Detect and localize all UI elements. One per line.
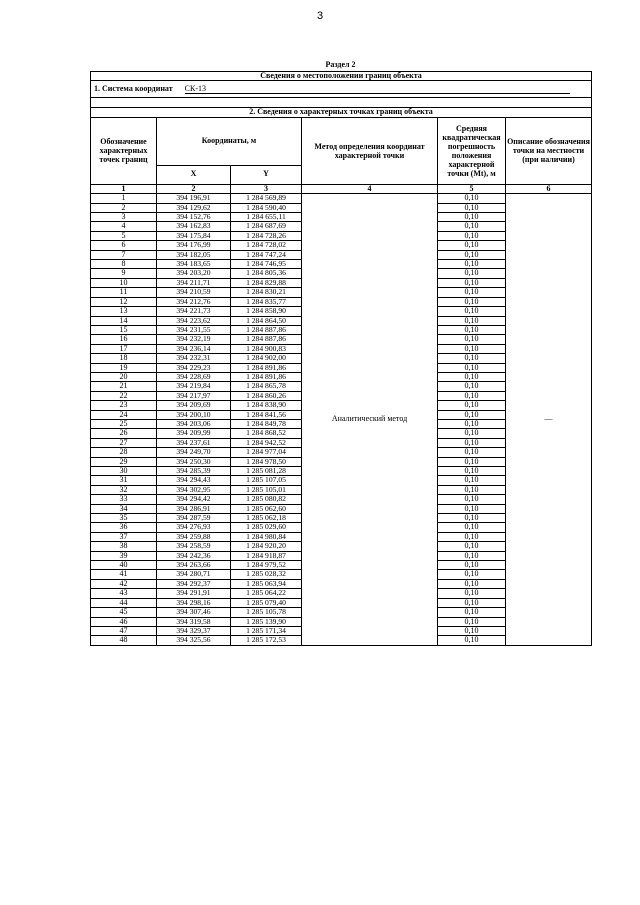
coord-y: 1 284 860,26 <box>231 391 302 400</box>
header-x: X <box>157 165 231 184</box>
point-number: 25 <box>91 419 157 428</box>
point-number: 36 <box>91 523 157 532</box>
coord-x: 394 298,16 <box>157 598 231 607</box>
column-number: 1 <box>91 184 157 193</box>
point-number: 31 <box>91 476 157 485</box>
coord-system-row <box>91 81 592 98</box>
mt-value: 0,10 <box>438 467 506 476</box>
point-number: 15 <box>91 325 157 334</box>
coord-y: 1 284 838,90 <box>231 401 302 410</box>
point-number: 7 <box>91 250 157 259</box>
point-number: 47 <box>91 626 157 635</box>
mt-value: 0,10 <box>438 551 506 560</box>
coord-x: 394 211,71 <box>157 278 231 287</box>
coord-x: 394 302,95 <box>157 485 231 494</box>
coord-x: 394 292,37 <box>157 579 231 588</box>
coord-x: 394 210,59 <box>157 288 231 297</box>
coord-y: 1 285 105,01 <box>231 485 302 494</box>
point-number: 19 <box>91 363 157 372</box>
coord-y: 1 284 864,50 <box>231 316 302 325</box>
point-number: 11 <box>91 288 157 297</box>
mt-value: 0,10 <box>438 636 506 645</box>
column-number: 5 <box>438 184 506 193</box>
coord-y: 1 284 891,86 <box>231 363 302 372</box>
coord-x: 394 236,14 <box>157 344 231 353</box>
coord-y: 1 284 805,36 <box>231 269 302 278</box>
point-number: 40 <box>91 561 157 570</box>
column-number: 6 <box>506 184 592 193</box>
point-number: 4 <box>91 222 157 231</box>
point-number: 41 <box>91 570 157 579</box>
mt-value: 0,10 <box>438 269 506 278</box>
coord-x: 394 250,30 <box>157 457 231 466</box>
mt-value: 0,10 <box>438 570 506 579</box>
coord-x: 394 221,73 <box>157 307 231 316</box>
coord-x: 394 182,05 <box>157 250 231 259</box>
points-title: 2. Сведения о характерных точках границ объекта <box>91 108 592 117</box>
point-number: 17 <box>91 344 157 353</box>
mt-value: 0,10 <box>438 410 506 419</box>
coord-y: 1 285 172,53 <box>231 636 302 645</box>
mt-value: 0,10 <box>438 344 506 353</box>
mt-value: 0,10 <box>438 297 506 306</box>
coord-x: 394 162,83 <box>157 222 231 231</box>
point-number: 27 <box>91 438 157 447</box>
point-number: 2 <box>91 203 157 212</box>
mt-value: 0,10 <box>438 213 506 222</box>
coord-y: 1 284 868,52 <box>231 429 302 438</box>
mt-value: 0,10 <box>438 608 506 617</box>
coord-y: 1 285 062,18 <box>231 514 302 523</box>
point-number: 34 <box>91 504 157 513</box>
coord-x: 394 219,84 <box>157 382 231 391</box>
coord-y: 1 284 655,11 <box>231 213 302 222</box>
mt-value: 0,10 <box>438 372 506 381</box>
coord-x: 394 325,56 <box>157 636 231 645</box>
point-number: 42 <box>91 579 157 588</box>
point-number: 39 <box>91 551 157 560</box>
point-number: 29 <box>91 457 157 466</box>
point-number: 3 <box>91 213 157 222</box>
mt-value: 0,10 <box>438 561 506 570</box>
coord-y: 1 285 028,32 <box>231 570 302 579</box>
coord-y: 1 284 858,90 <box>231 307 302 316</box>
coord-y: 1 284 865,78 <box>231 382 302 391</box>
coord-x: 394 209,99 <box>157 429 231 438</box>
coord-y: 1 285 105,78 <box>231 608 302 617</box>
coord-x: 394 237,61 <box>157 438 231 447</box>
mt-value: 0,10 <box>438 542 506 551</box>
mt-value: 0,10 <box>438 241 506 250</box>
mt-value: 0,10 <box>438 429 506 438</box>
coord-y: 1 284 902,00 <box>231 354 302 363</box>
coord-y: 1 284 728,02 <box>231 241 302 250</box>
coord-x: 394 294,42 <box>157 495 231 504</box>
coord-y: 1 284 942,52 <box>231 438 302 447</box>
coord-y: 1 284 849,78 <box>231 419 302 428</box>
coord-y: 1 284 835,77 <box>231 297 302 306</box>
method-cell: Аналитический метод <box>302 194 438 646</box>
mt-value: 0,10 <box>438 419 506 428</box>
spacer-row <box>91 98 592 108</box>
mt-value: 0,10 <box>438 354 506 363</box>
description-cell: — <box>506 194 592 646</box>
mt-value: 0,10 <box>438 495 506 504</box>
point-number: 37 <box>91 532 157 541</box>
point-number: 10 <box>91 278 157 287</box>
mt-value: 0,10 <box>438 457 506 466</box>
point-number: 48 <box>91 636 157 645</box>
coord-y: 1 284 887,86 <box>231 325 302 334</box>
coord-y: 1 285 080,82 <box>231 495 302 504</box>
coord-y: 1 285 063,94 <box>231 579 302 588</box>
coord-y: 1 284 569,89 <box>231 194 302 203</box>
coord-y: 1 284 887,86 <box>231 335 302 344</box>
coord-x: 394 294,43 <box>157 476 231 485</box>
coord-y: 1 284 918,87 <box>231 551 302 560</box>
mt-value: 0,10 <box>438 476 506 485</box>
mt-value: 0,10 <box>438 231 506 240</box>
mt-value: 0,10 <box>438 448 506 457</box>
coord-x: 394 286,91 <box>157 504 231 513</box>
coord-y: 1 284 590,40 <box>231 203 302 212</box>
coord-x: 394 203,20 <box>157 269 231 278</box>
coord-x: 394 291,91 <box>157 589 231 598</box>
coord-y: 1 284 841,56 <box>231 410 302 419</box>
mt-value: 0,10 <box>438 250 506 259</box>
coord-y: 1 285 062,60 <box>231 504 302 513</box>
coord-y: 1 284 979,52 <box>231 561 302 570</box>
mt-value: 0,10 <box>438 335 506 344</box>
mt-value: 0,10 <box>438 278 506 287</box>
coord-x: 394 175,84 <box>157 231 231 240</box>
coord-x: 394 258,59 <box>157 542 231 551</box>
point-number: 44 <box>91 598 157 607</box>
point-number: 23 <box>91 401 157 410</box>
mt-value: 0,10 <box>438 203 506 212</box>
mt-value: 0,10 <box>438 514 506 523</box>
coord-x: 394 276,93 <box>157 523 231 532</box>
coord-y: 1 284 747,24 <box>231 250 302 259</box>
point-number: 45 <box>91 608 157 617</box>
column-number: 3 <box>231 184 302 193</box>
coord-x: 394 329,37 <box>157 626 231 635</box>
coord-x: 394 232,31 <box>157 354 231 363</box>
coord-system-label: 1. Система координат <box>94 83 173 93</box>
mt-value: 0,10 <box>438 485 506 494</box>
coord-x: 394 217,97 <box>157 391 231 400</box>
point-number: 18 <box>91 354 157 363</box>
coord-x: 394 285,39 <box>157 467 231 476</box>
coord-x: 394 152,76 <box>157 213 231 222</box>
mt-value: 0,10 <box>438 598 506 607</box>
coord-x: 394 196,91 <box>157 194 231 203</box>
coord-y: 1 284 728,26 <box>231 231 302 240</box>
coord-y: 1 285 081,28 <box>231 467 302 476</box>
mt-value: 0,10 <box>438 194 506 203</box>
location-title: Сведения о местоположении границ объекта <box>91 72 592 81</box>
coord-y: 1 284 920,20 <box>231 542 302 551</box>
point-number: 8 <box>91 260 157 269</box>
coord-x: 394 249,70 <box>157 448 231 457</box>
coord-y: 1 284 900,83 <box>231 344 302 353</box>
mt-value: 0,10 <box>438 391 506 400</box>
coord-y: 1 284 891,86 <box>231 372 302 381</box>
section-title: Раздел 2 <box>325 60 356 69</box>
mt-value: 0,10 <box>438 523 506 532</box>
mt-value: 0,10 <box>438 617 506 626</box>
column-number: 4 <box>302 184 438 193</box>
mt-value: 0,10 <box>438 382 506 391</box>
point-number: 22 <box>91 391 157 400</box>
mt-value: 0,10 <box>438 325 506 334</box>
mt-value: 0,10 <box>438 438 506 447</box>
coord-x: 394 242,36 <box>157 551 231 560</box>
point-number: 28 <box>91 448 157 457</box>
coord-y: 1 284 978,50 <box>231 457 302 466</box>
coord-x: 394 280,71 <box>157 570 231 579</box>
coord-x: 394 212,76 <box>157 297 231 306</box>
point-number: 14 <box>91 316 157 325</box>
coord-x: 394 319,58 <box>157 617 231 626</box>
coord-x: 394 183,65 <box>157 260 231 269</box>
coord-y: 1 285 139,90 <box>231 617 302 626</box>
coord-y: 1 284 687,69 <box>231 222 302 231</box>
point-number: 9 <box>91 269 157 278</box>
header-description: Описание обозначения точки на местности (при наличии) <box>506 117 592 184</box>
point-number: 13 <box>91 307 157 316</box>
coord-y: 1 284 830,21 <box>231 288 302 297</box>
mt-value: 0,10 <box>438 532 506 541</box>
point-number: 38 <box>91 542 157 551</box>
mt-value: 0,10 <box>438 589 506 598</box>
mt-value: 0,10 <box>438 626 506 635</box>
point-number: 33 <box>91 495 157 504</box>
mt-value: 0,10 <box>438 288 506 297</box>
header-coordinates: Координаты, м <box>157 117 302 165</box>
mt-value: 0,10 <box>438 401 506 410</box>
mt-value: 0,10 <box>438 504 506 513</box>
coord-y: 1 285 107,05 <box>231 476 302 485</box>
point-number: 21 <box>91 382 157 391</box>
coord-y: 1 284 980,84 <box>231 532 302 541</box>
mt-value: 0,10 <box>438 363 506 372</box>
point-number: 35 <box>91 514 157 523</box>
coord-y: 1 285 171,34 <box>231 626 302 635</box>
point-number: 5 <box>91 231 157 240</box>
mt-value: 0,10 <box>438 260 506 269</box>
coord-x: 394 200,10 <box>157 410 231 419</box>
coord-x: 394 287,59 <box>157 514 231 523</box>
coord-x: 394 203,06 <box>157 419 231 428</box>
table-row <box>91 194 592 203</box>
point-number: 32 <box>91 485 157 494</box>
coord-x: 394 223,62 <box>157 316 231 325</box>
header-designation: Обозначение характерных точек границ <box>91 117 157 184</box>
mt-value: 0,10 <box>438 307 506 316</box>
header-method: Метод определения координат характерной точки <box>302 117 438 184</box>
coord-y: 1 285 064,22 <box>231 589 302 598</box>
coord-x: 394 231,55 <box>157 325 231 334</box>
point-number: 6 <box>91 241 157 250</box>
header-y: Y <box>231 165 302 184</box>
point-number: 43 <box>91 589 157 598</box>
point-number: 1 <box>91 194 157 203</box>
coord-x: 394 232,19 <box>157 335 231 344</box>
point-number: 46 <box>91 617 157 626</box>
coord-y: 1 284 746,95 <box>231 260 302 269</box>
coord-x: 394 307,46 <box>157 608 231 617</box>
point-number: 30 <box>91 467 157 476</box>
mt-value: 0,10 <box>438 579 506 588</box>
coord-x: 394 176,99 <box>157 241 231 250</box>
coord-x: 394 229,23 <box>157 363 231 372</box>
coord-x: 394 129,62 <box>157 203 231 212</box>
coord-y: 1 284 977,04 <box>231 448 302 457</box>
coord-y: 1 284 829,88 <box>231 278 302 287</box>
point-number: 20 <box>91 372 157 381</box>
boundary-points-table <box>90 71 592 646</box>
column-number: 2 <box>157 184 231 193</box>
mt-value: 0,10 <box>438 222 506 231</box>
coord-system-value: СК-13 <box>185 85 570 94</box>
point-number: 12 <box>91 297 157 306</box>
header-error: Средняя квадратическая погрешность положения характерной точки (Mt), м <box>438 117 506 184</box>
coord-y: 1 285 029,60 <box>231 523 302 532</box>
coord-x: 394 263,66 <box>157 561 231 570</box>
coord-x: 394 209,69 <box>157 401 231 410</box>
point-number: 16 <box>91 335 157 344</box>
point-number: 26 <box>91 429 157 438</box>
mt-value: 0,10 <box>438 316 506 325</box>
page-number: 3 <box>316 10 324 22</box>
point-number: 24 <box>91 410 157 419</box>
coord-y: 1 285 079,40 <box>231 598 302 607</box>
coord-x: 394 228,69 <box>157 372 231 381</box>
coord-x: 394 259,88 <box>157 532 231 541</box>
